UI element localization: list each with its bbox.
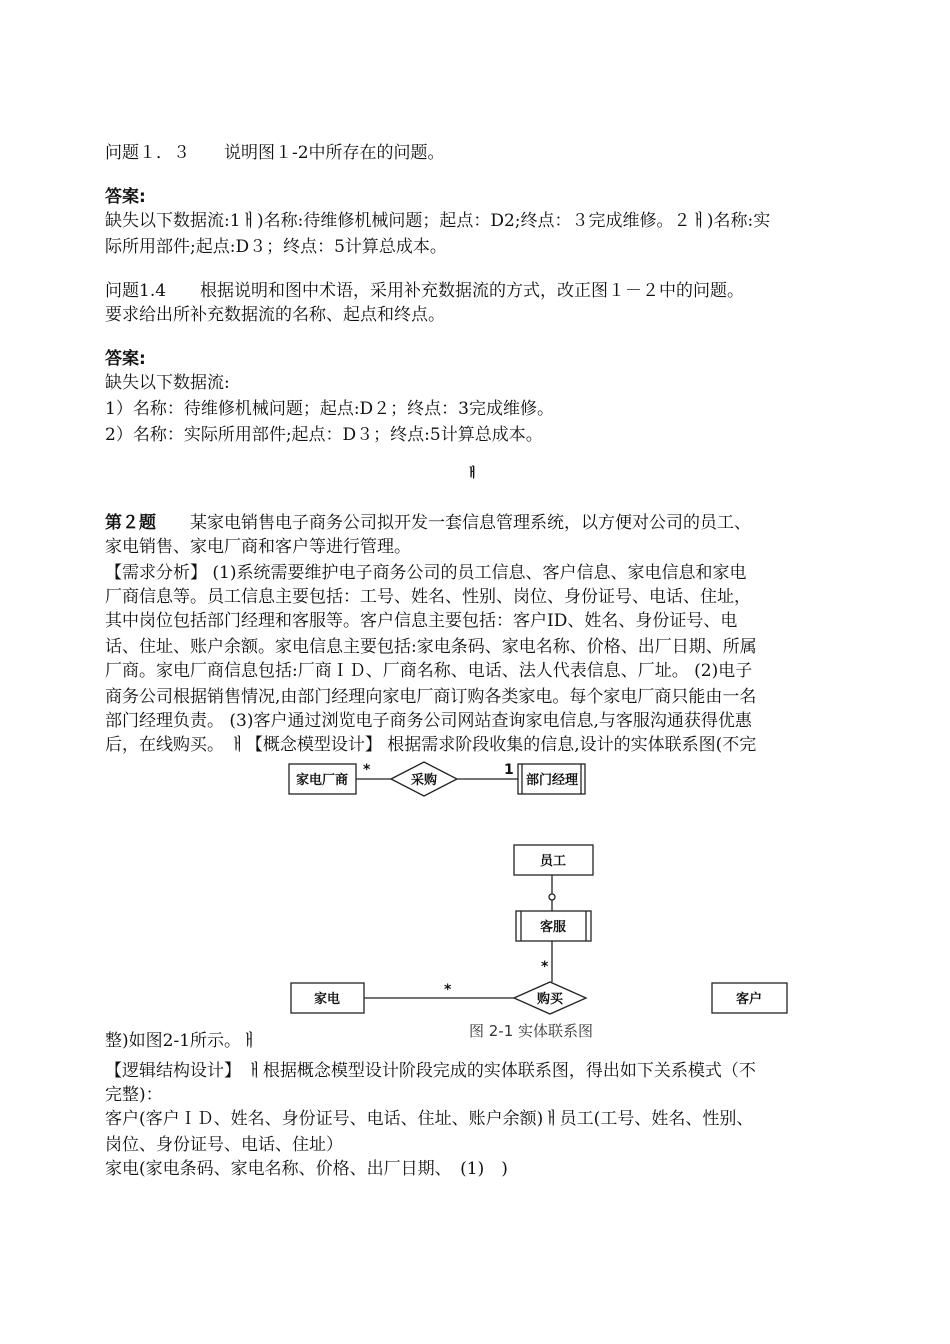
entity-service-label: 客服 bbox=[539, 920, 567, 935]
q14-heading: 问题1.4 根据说明和图中术语，采用补充数据流的方式，改正图１－２中的问题。 bbox=[105, 281, 745, 301]
q2-line2: 家电销售、家电厂商和客户等进行管理。 bbox=[105, 537, 411, 557]
q2-line11: 整)如图2-1所示。ￃ bbox=[105, 1031, 258, 1051]
cardinality-appliance-star: * bbox=[444, 982, 452, 998]
q13-answer-label: 答案: bbox=[105, 187, 146, 207]
q2-line7: 厂商。家电厂商信息包括:厂商ＩＤ、厂商名称、电话、法人代表信息、厂址。 (2)电子 bbox=[105, 661, 753, 681]
q13-answer-line1: 缺失以下数据流:1ￃ)名称:待维修机械问题；起点：D2;终点：３完成维修。２ￃ)名称:实 bbox=[105, 211, 771, 231]
entity-manager-label: 部门经理 bbox=[525, 773, 579, 788]
entity-employee-label: 员工 bbox=[539, 854, 567, 869]
q2-intro-text: 某家电销售电子商务公司拟开发一套信息管理系统，以方便对公司的员工、 bbox=[156, 513, 751, 533]
isa-circle bbox=[549, 894, 555, 900]
entity-vendor-label: 家电厂商 bbox=[295, 773, 349, 788]
relationship-buy-label: 购买 bbox=[536, 992, 564, 1007]
q2-line13: 完整)： bbox=[105, 1085, 163, 1105]
q2-label: 第２题 bbox=[105, 513, 156, 533]
q2-line4: 厂商信息等。员工信息主要包括：工号、姓名、性别、岗位、身份证号、电话、住址， bbox=[105, 587, 751, 607]
q2-line9: 部门经理负责。 (3)客户通过浏览电子商务公司网站查询家电信息,与客服沟通获得优惠 bbox=[105, 711, 752, 731]
q2-line5: 其中岗位包括部门经理和客服等。客户信息主要包括：客户ID、姓名、身份证号、电 bbox=[105, 611, 738, 631]
figure-caption: 图 2-1 实体联系图 bbox=[469, 1022, 594, 1040]
cardinality-service-star: * bbox=[541, 959, 549, 975]
q2-line16: 家电(家电条码、家电名称、价格、出厂日期、 (1) ) bbox=[105, 1159, 508, 1179]
relationship-purchase-label: 采购 bbox=[410, 773, 438, 788]
q2-line10: 后，在线购买。 ￃ【概念模型设计】 根据需求阶段收集的信息,设计的实体联系图(不完 bbox=[105, 735, 757, 755]
q2-line12: 【逻辑结构设计】 ￃ根据概念模型设计阶段完成的实体联系图，得出如下关系模式（不 bbox=[105, 1061, 756, 1081]
q14-answer-item1: 1）名称：待维修机械问题；起点:D２；终点：3完成维修。 bbox=[105, 399, 554, 419]
q2-line6: 话、住址、账户余额。家电信息主要包括:家电条码、家电名称、价格、出厂日期、所属 bbox=[105, 637, 757, 657]
cardinality-manager-one: 1 bbox=[504, 762, 514, 778]
entity-customer-label: 客户 bbox=[735, 992, 763, 1007]
q2-line15: 岗位、身份证号、电话、住址） bbox=[105, 1135, 343, 1155]
q2-line8: 商务公司根据销售情况,由部门经理向家电厂商订购各类家电。每个家电厂商只能由一名 bbox=[105, 687, 757, 707]
divider-mark: ￃ bbox=[466, 466, 479, 481]
cardinality-vendor-star: * bbox=[363, 762, 371, 778]
q14-heading-line2: 要求给出所补充数据流的名称、起点和终点。 bbox=[105, 305, 445, 325]
q14-answer-item2: 2）名称：实际所用部件;起点：D３；终点:5计算总成本。 bbox=[105, 425, 543, 445]
entity-appliance-label: 家电 bbox=[313, 992, 341, 1007]
q13-heading: 问题１．３ 说明图１-2中所存在的问题。 bbox=[105, 143, 445, 163]
q14-answer-intro: 缺失以下数据流: bbox=[105, 373, 230, 393]
q2-line14: 客户(客户ＩＤ、姓名、身份证号、电话、住址、账户余额)ￃ员工(工号、姓名、性别、 bbox=[105, 1109, 754, 1129]
q13-answer-line2: 际所用部件;起点:D３；终点：5计算总成本。 bbox=[105, 237, 447, 257]
q2-line3: 【需求分析】 (1)系统需要维护电子商务公司的员工信息、客户信息、家电信息和家电 bbox=[105, 563, 747, 583]
q14-answer-label: 答案: bbox=[105, 349, 146, 369]
